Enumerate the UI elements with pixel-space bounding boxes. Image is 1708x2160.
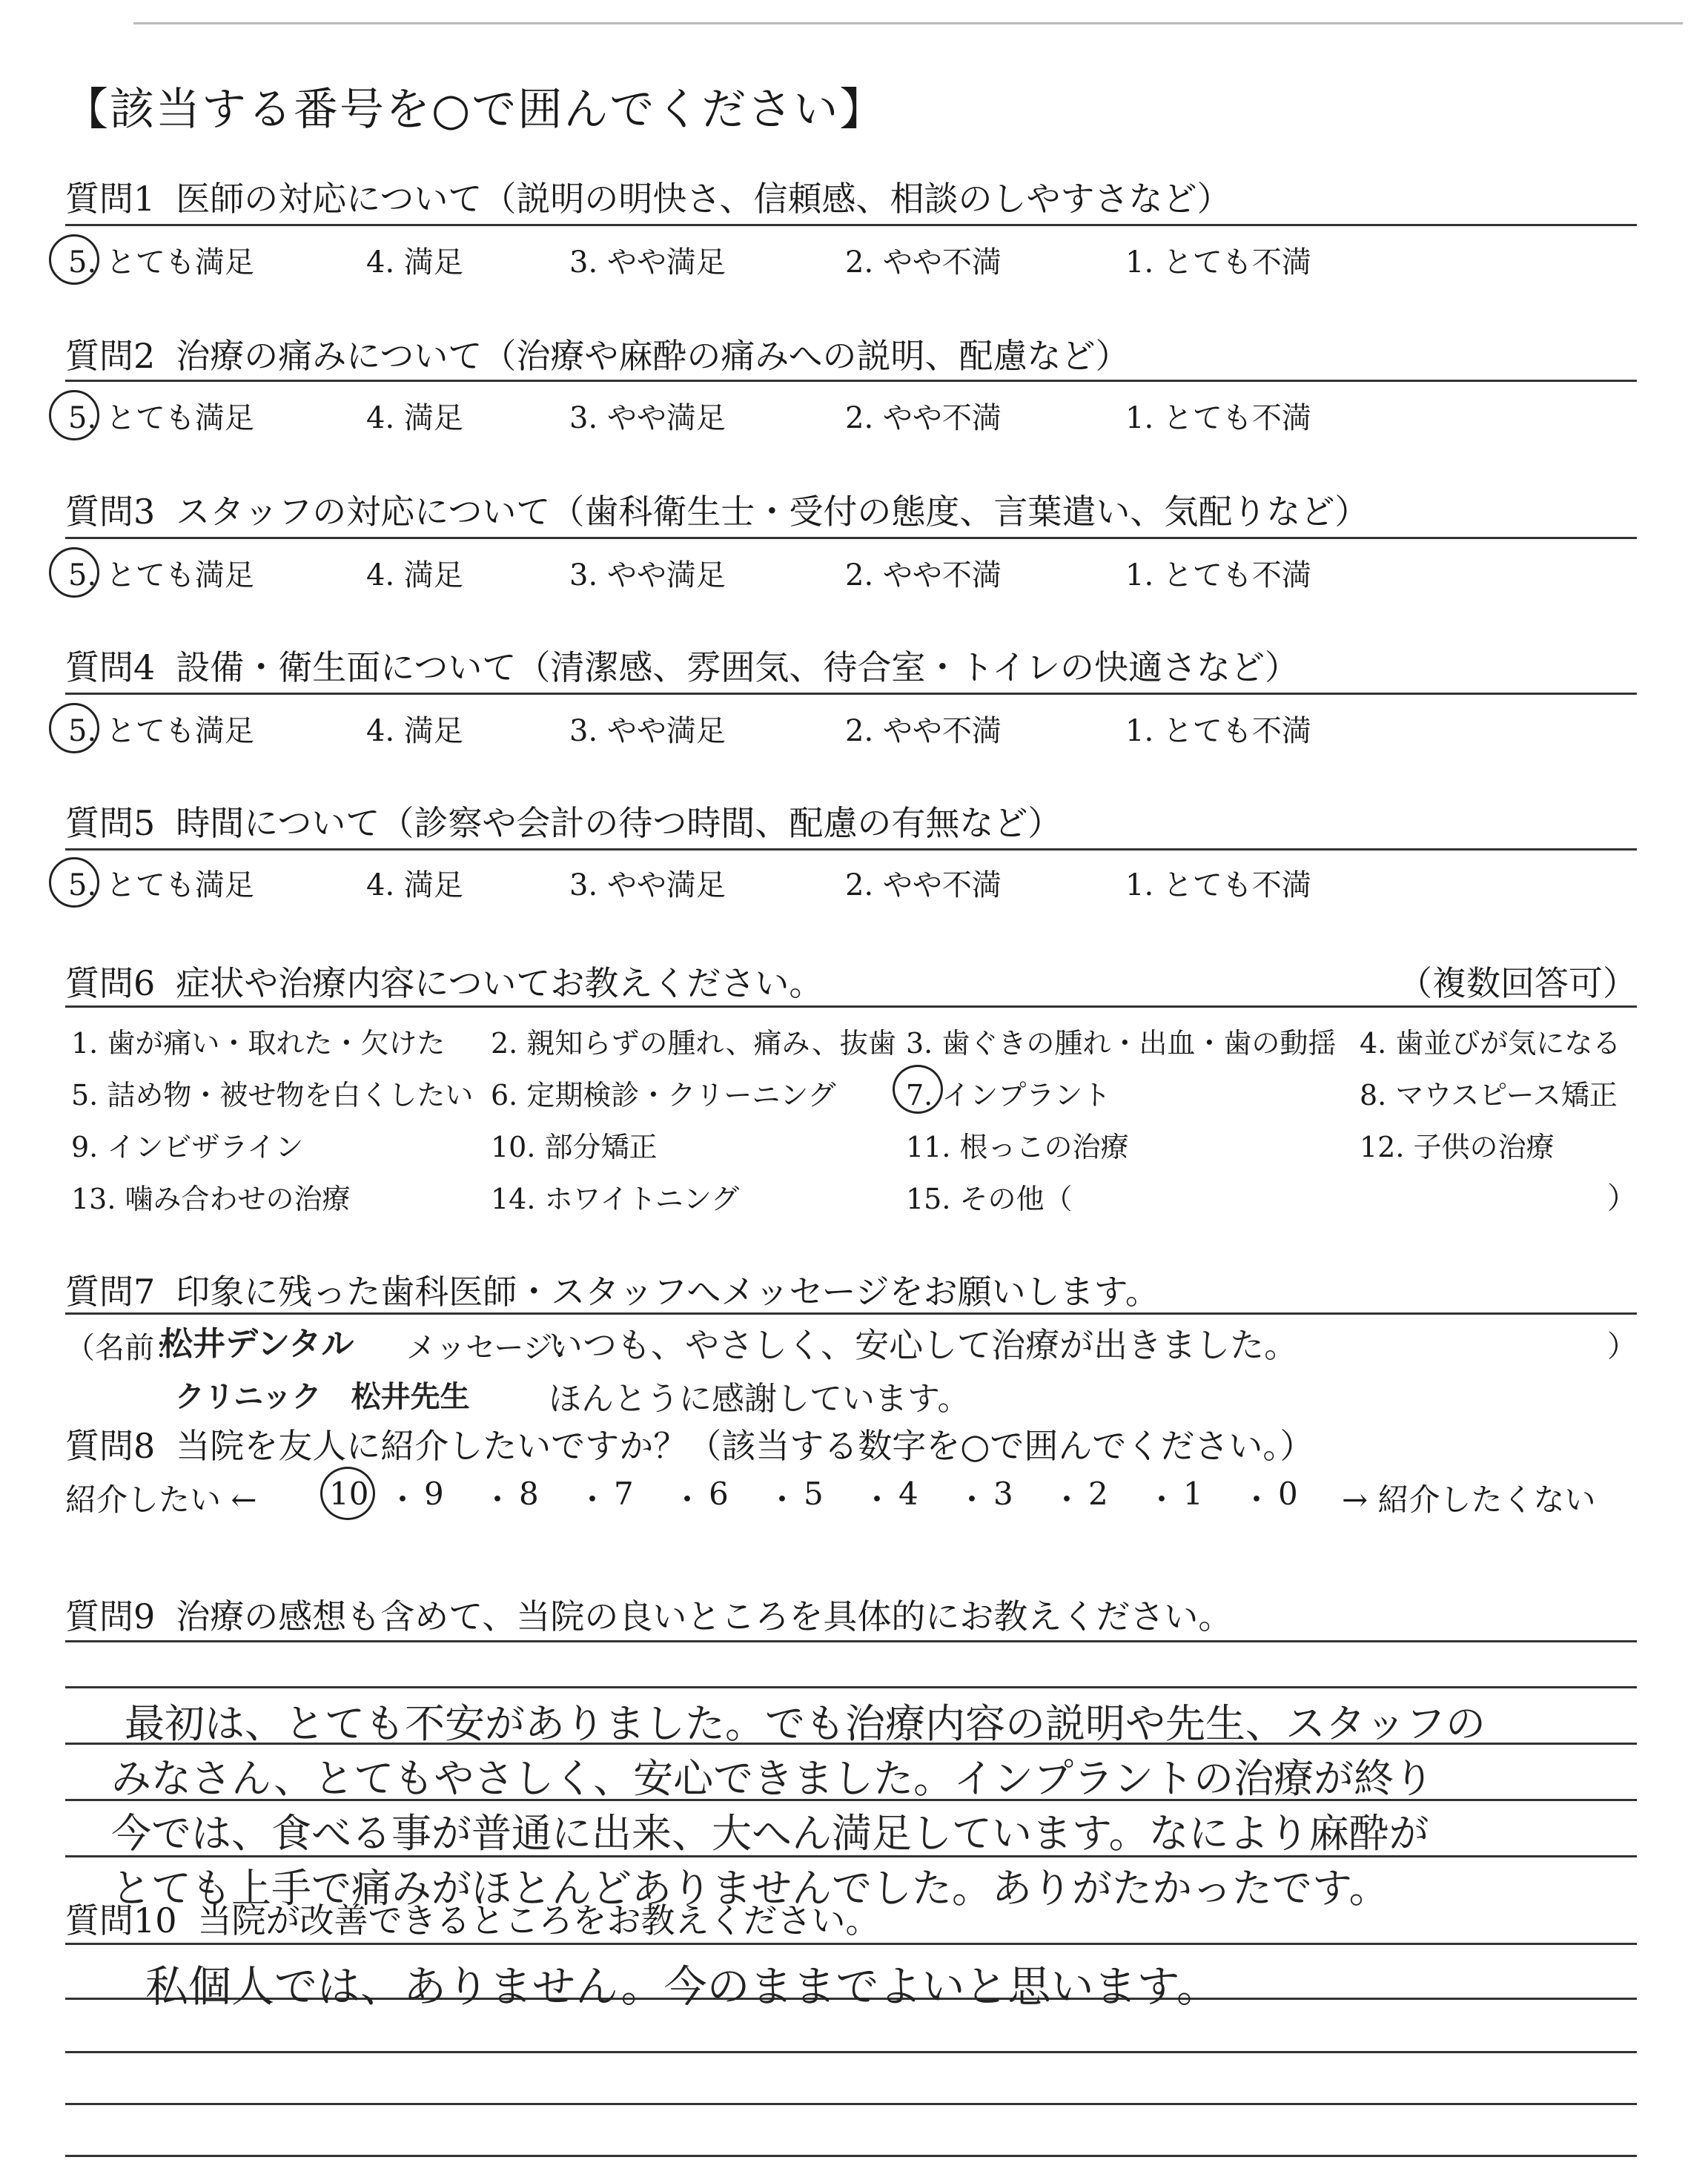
symptom-item[interactable]: 5. 詰め物・被せ物を白くしたい [71, 1079, 474, 1112]
question-6 [65, 957, 823, 1005]
option-2[interactable]: 2. やや不満 [845, 714, 1002, 748]
scale-left-label: 紹介したい ← [65, 1482, 257, 1518]
symptom-item[interactable]: 13. 噛み合わせの治療 [71, 1183, 351, 1215]
question-2 [65, 329, 1129, 378]
other-close-paren: ） [1607, 1181, 1637, 1215]
divider [65, 1943, 1637, 1945]
question-4 [65, 641, 1299, 690]
symptom-item[interactable]: 4. 歯並びが気になる [1360, 1027, 1621, 1060]
handwritten-improvement: 私個人では、ありません。今のままでよいと思います。 [145, 1961, 1219, 2012]
answer-line [65, 2051, 1637, 2053]
symptom-item[interactable]: 12. 子供の治療 [1360, 1131, 1555, 1163]
option-3[interactable]: 3. やや満足 [569, 245, 726, 280]
question-text: 症状や治療内容についてお教えください。 [176, 963, 824, 1003]
handwritten-message: いつも、やさしく、安心して治療が出きました。 [549, 1325, 1299, 1365]
scale-separator: ・ [672, 1482, 704, 1518]
option-1[interactable]: 1. とても不満 [1125, 558, 1311, 592]
question-number: 質問5 [65, 803, 156, 843]
scale-right-label: → 紹介したくない [1342, 1482, 1596, 1518]
scale-separator: ・ [956, 1482, 988, 1518]
scale-option-4[interactable]: 4 [898, 1476, 918, 1512]
question-text: 治療の痛みについて（治療や麻酔の痛みへの説明、配慮など） [176, 336, 1130, 376]
divider [65, 693, 1637, 695]
scale-separator: ・ [1241, 1482, 1273, 1518]
divider [65, 848, 1637, 851]
option-2[interactable]: 2. やや不満 [845, 558, 1002, 592]
option-5[interactable]: 5. とても満足 [68, 401, 254, 435]
symptom-item[interactable]: 8. マウスピース矯正 [1360, 1079, 1618, 1112]
question-5 [65, 796, 1062, 845]
symptom-item[interactable]: 1. 歯が痛い・取れた・欠けた [71, 1027, 446, 1060]
option-1[interactable]: 1. とても不満 [1125, 868, 1311, 902]
name-label: （名前： [65, 1331, 184, 1365]
answer-line [65, 1686, 1637, 1688]
scale-option-5[interactable]: 5 [804, 1476, 824, 1512]
scale-option-6[interactable]: 6 [709, 1476, 729, 1512]
scale-option-7[interactable]: 7 [614, 1476, 634, 1512]
option-3[interactable]: 3. やや満足 [569, 714, 726, 748]
option-3[interactable]: 3. やや満足 [569, 401, 726, 435]
question-number: 質問1 [65, 179, 156, 219]
option-4[interactable]: 4. 満足 [366, 868, 463, 902]
symptom-item[interactable]: 2. 親知らずの腫れ、痛み、抜歯 [491, 1027, 896, 1060]
option-4[interactable]: 4. 満足 [366, 714, 463, 748]
option-5[interactable]: 5. とても満足 [68, 558, 254, 592]
option-3[interactable]: 3. やや満足 [569, 558, 726, 592]
option-3[interactable]: 3. やや満足 [569, 868, 726, 902]
question-10 [65, 1894, 880, 1943]
question-number: 質問8 [65, 1426, 156, 1466]
question-number: 質問7 [65, 1272, 156, 1312]
question-text: 当院が改善できるところをお教えください。 [197, 1900, 880, 1941]
scale-separator: ・ [577, 1482, 609, 1518]
question-3 [65, 485, 1368, 534]
message-close-paren: ） [1607, 1330, 1637, 1364]
divider [65, 1005, 1637, 1008]
handwritten-name: 松井デンタル [160, 1325, 354, 1363]
option-2[interactable]: 2. やや不満 [845, 245, 1002, 280]
option-2[interactable]: 2. やや不満 [845, 401, 1002, 435]
option-2[interactable]: 2. やや不満 [845, 868, 1002, 902]
scale-option-1[interactable]: 1 [1183, 1476, 1203, 1512]
question-9 [65, 1590, 1232, 1639]
scale-separator: ・ [387, 1482, 419, 1518]
scale-separator: ・ [1146, 1482, 1178, 1518]
divider [65, 1312, 1637, 1315]
symptom-item[interactable]: 7. インプラント [906, 1079, 1111, 1112]
symptom-item[interactable]: 9. インビザライン [71, 1131, 304, 1163]
scale-separator: ・ [861, 1482, 893, 1518]
handwritten-answer-line: 今では、食べる事が普通に出来、大へん満足しています。なにより麻酔が [111, 1810, 1429, 1857]
option-1[interactable]: 1. とても不満 [1125, 245, 1311, 280]
top-divider [133, 22, 1683, 24]
handwritten-name-line2: クリニック 松井先生 [175, 1380, 470, 1414]
option-5[interactable]: 5. とても満足 [68, 714, 254, 748]
option-5[interactable]: 5. とても満足 [68, 868, 254, 902]
divider [65, 1640, 1637, 1642]
symptom-item[interactable]: 3. 歯ぐきの腫れ・出血・歯の動揺 [906, 1027, 1337, 1060]
multiple-answers-note: （複数回答可） [1398, 963, 1637, 1003]
question-number: 質問10 [65, 1900, 177, 1941]
question-number: 質問4 [65, 647, 156, 687]
scale-option-0[interactable]: 0 [1278, 1476, 1298, 1512]
question-number: 質問9 [65, 1596, 156, 1636]
question-number: 質問6 [65, 963, 156, 1003]
handwritten-message-line2: ほんとうに感謝しています。 [549, 1380, 970, 1418]
question-text: スタッフの対応について（歯科衛生士・受付の態度、言葉遣い、気配りなど） [176, 492, 1369, 532]
question-text: 設備・衛生面について（清潔感、雰囲気、待合室・トイレの快適さなど） [176, 647, 1300, 687]
handwritten-answer-line: みなさん、とてもやさしく、安心できました。インプラントの治療が終り [111, 1755, 1434, 1802]
handwritten-answer-line: とても上手で痛みがほとんどありませんでした。ありがたかったです。 [111, 1865, 1389, 1912]
question-1 [65, 172, 1231, 221]
answer-line [65, 2103, 1637, 2105]
question-text: 医師の対応について（説明の明快さ、信頼感、相談のしやすさなど） [176, 179, 1231, 219]
question-number: 質問2 [65, 336, 156, 376]
option-5[interactable]: 5. とても満足 [68, 245, 254, 280]
option-4[interactable]: 4. 満足 [366, 558, 463, 592]
option-1[interactable]: 1. とても不満 [1125, 714, 1311, 748]
question-7 [65, 1265, 1159, 1314]
option-1[interactable]: 1. とても不満 [1125, 401, 1311, 435]
scale-option-9[interactable]: 9 [424, 1476, 444, 1512]
question-8 [65, 1419, 1314, 1468]
question-number: 質問3 [65, 492, 156, 532]
message-label: メッセージ： [406, 1331, 583, 1365]
symptom-item[interactable]: 14. ホワイトニング [491, 1183, 740, 1215]
answer-line [65, 2155, 1637, 2157]
scale-option-2[interactable]: 2 [1088, 1476, 1108, 1512]
scale-separator: ・ [1051, 1482, 1083, 1518]
form-header: 【該当する番号を○で囲んでください】 [64, 84, 886, 136]
symptom-item[interactable]: 15. その他（ [906, 1183, 1073, 1215]
scale-separator: ・ [767, 1482, 798, 1518]
question-text: 当院を友人に紹介したいですか？（該当する数字を○で囲んでください。） [176, 1426, 1314, 1466]
question-text: 治療の感想も含めて、当院の良いところを具体的にお教えください。 [176, 1596, 1233, 1636]
symptom-item[interactable]: 10. 部分矯正 [491, 1131, 658, 1163]
divider [65, 224, 1637, 226]
question-text: 印象に残った歯科医師・スタッフへメッセージをお願いします。 [176, 1272, 1159, 1312]
handwritten-answer-line: 最初は、とても不安がありました。でも治療内容の説明や先生、スタッフの [125, 1700, 1486, 1747]
divider [65, 537, 1637, 539]
symptom-item[interactable]: 11. 根っこの治療 [906, 1131, 1129, 1163]
symptom-item[interactable]: 6. 定期検診・クリーニング [491, 1079, 836, 1112]
question-text: 時間について（診察や会計の待つ時間、配慮の有無など） [176, 803, 1062, 843]
option-4[interactable]: 4. 満足 [366, 245, 463, 280]
scale-option-10[interactable]: 10 [329, 1476, 369, 1512]
scale-option-3[interactable]: 3 [993, 1476, 1013, 1512]
divider [65, 380, 1637, 382]
scale-option-8[interactable]: 8 [519, 1476, 539, 1512]
option-4[interactable]: 4. 満足 [366, 401, 463, 435]
scale-separator: ・ [482, 1482, 514, 1518]
